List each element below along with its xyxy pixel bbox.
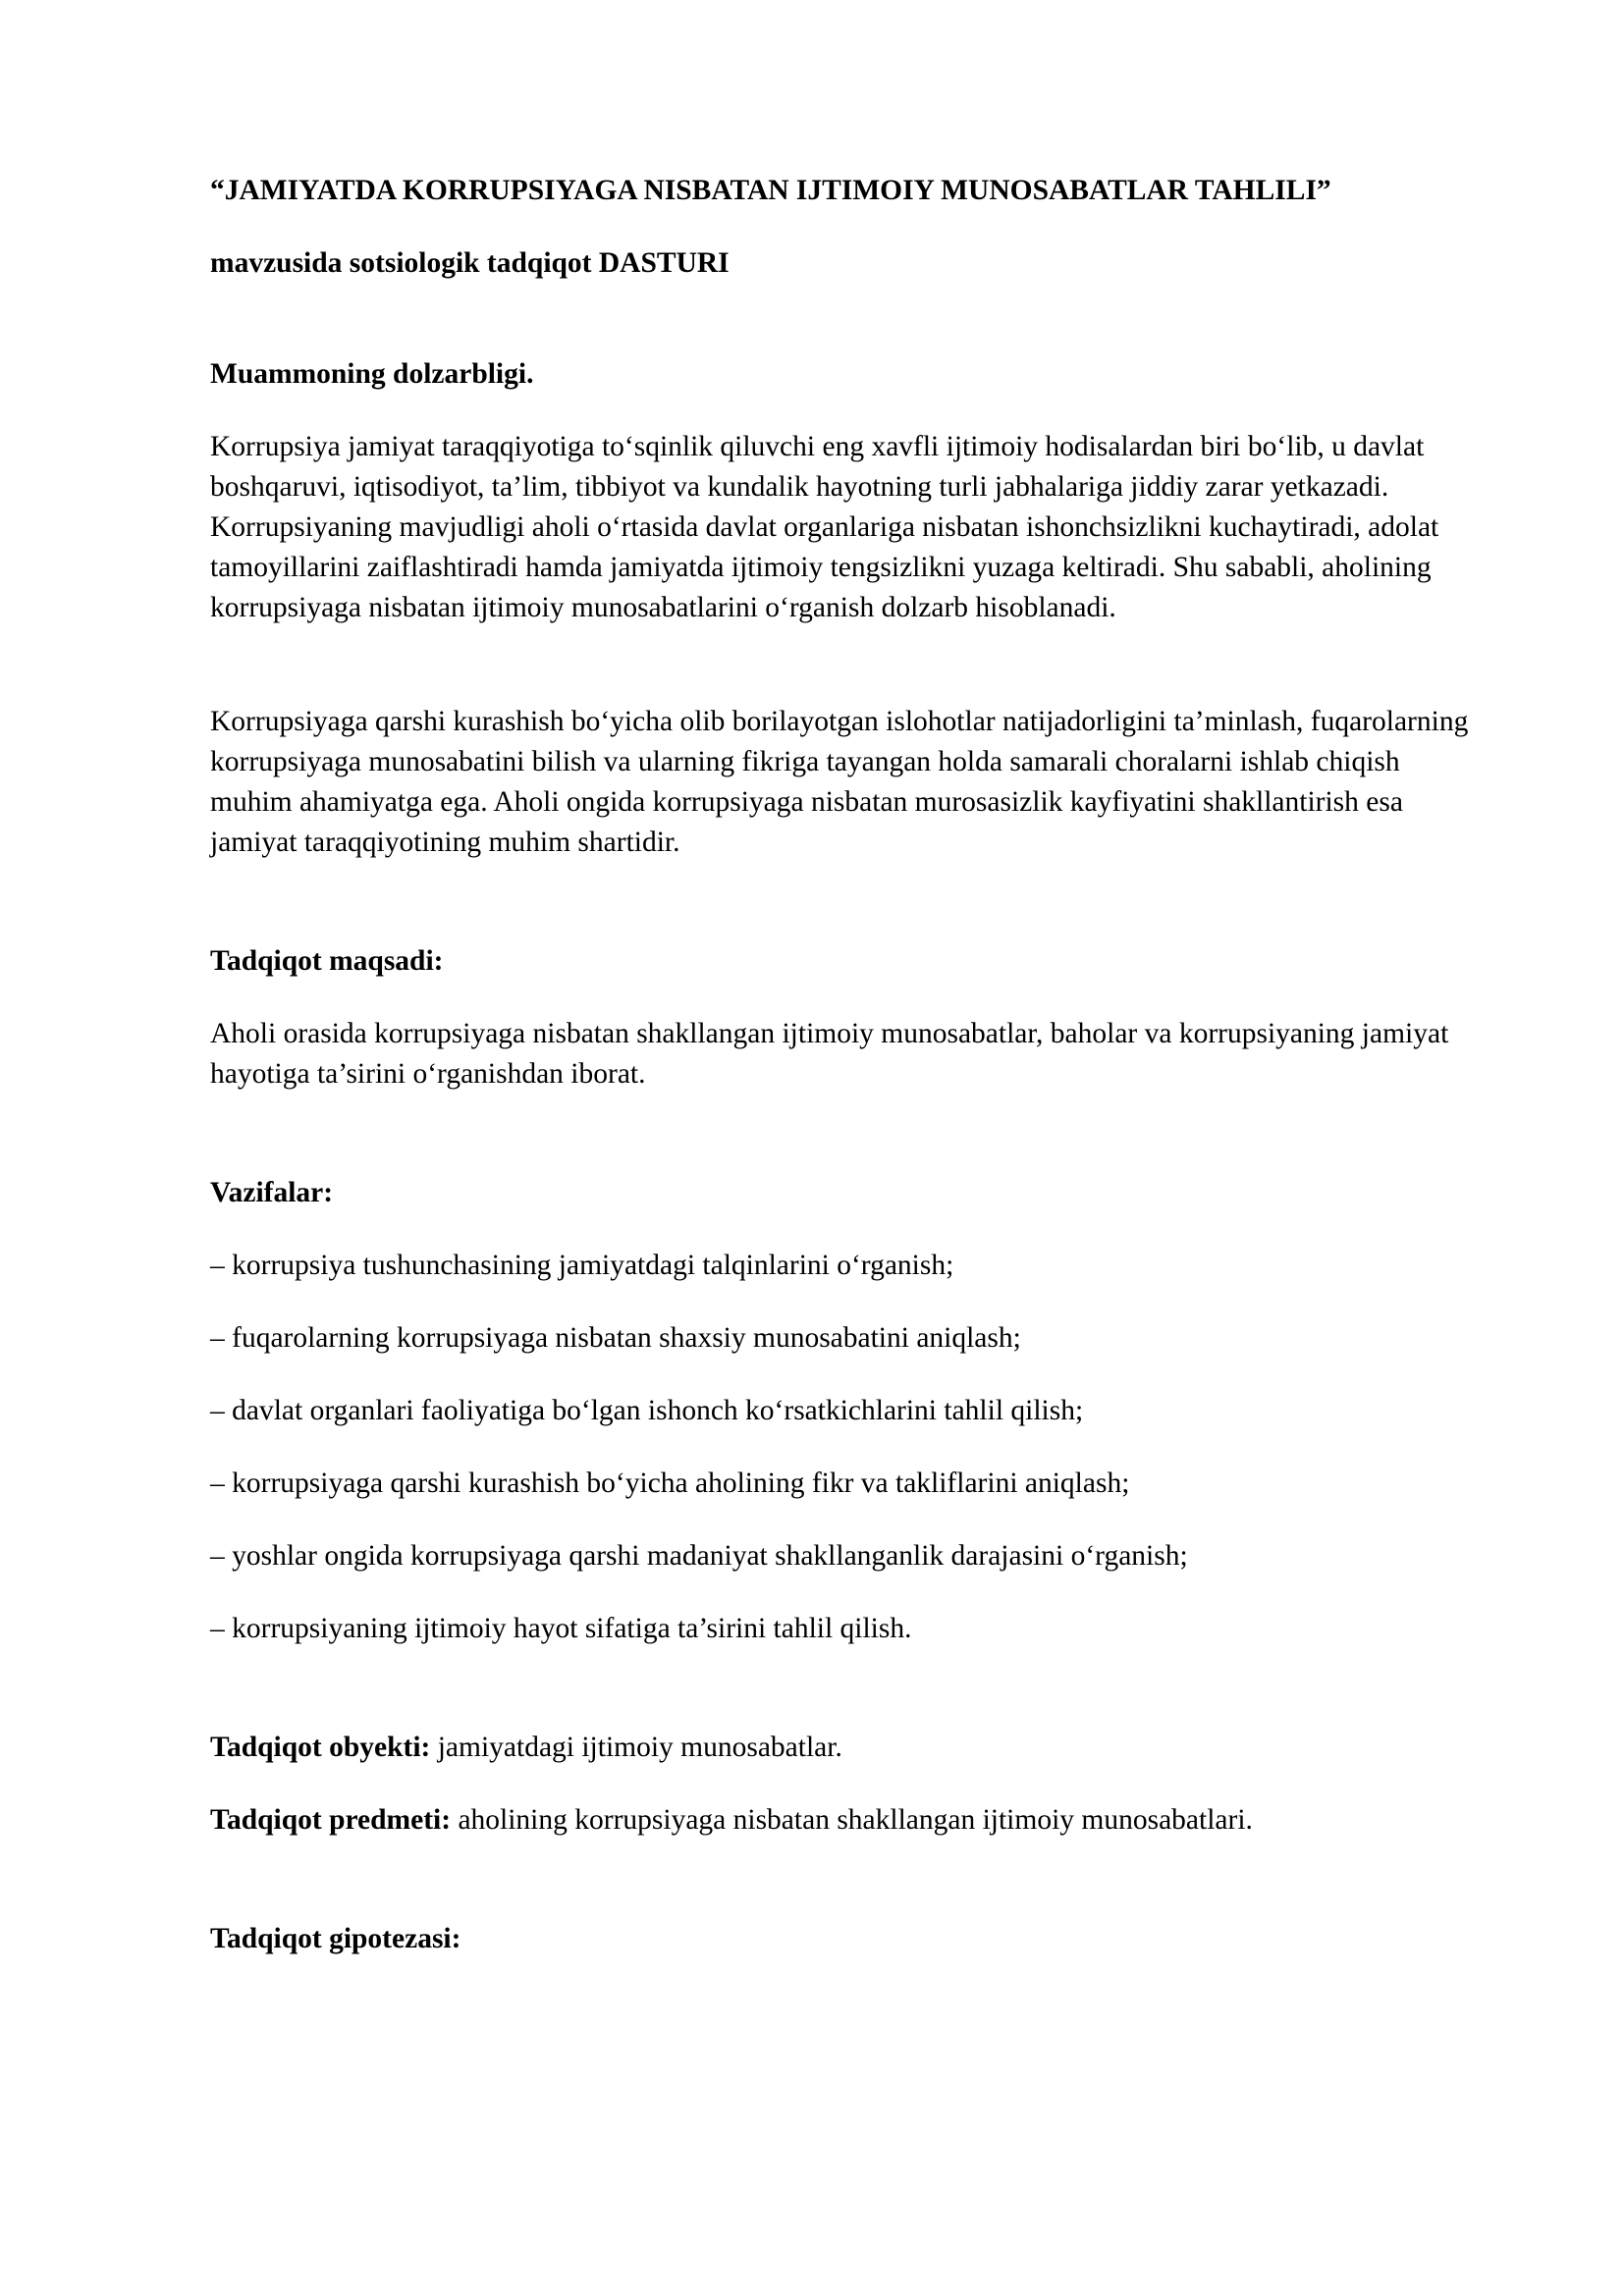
goal-text: Aholi orasida korrupsiyaga nisbatan shakllangan ijtimoiy munosabatlar, baholar va korrupsiyaning jamiyat hayotiga ta’sirini o‘rganishdan iborat.	[210, 1018, 1449, 1090]
object-label: Tadqiqot obyekti:	[210, 1732, 431, 1763]
task-item: – davlat organlari faoliyatiga bo‘lgan ishonch ko‘rsatkichlarini tahlil qilish;	[210, 1395, 1084, 1426]
task-item: – fuqarolarning korrupsiyaga nisbatan shaxsiy munosabatini aniqlash;	[210, 1322, 1021, 1354]
relevance-paragraph-1: Korrupsiya jamiyat taraqqiyotiga to‘sqinlik qiluvchi eng xavfli ijtimoiy hodisalardan biri bo‘lib, u davlat boshqaruvi, iqtisodiyot, ta’lim, tibbiyot va kundalik hayotning turli jabhalariga jiddiy zarar yetkazadi. Korrupsiyaning mavjudligi aholi o‘rtasida davlat organlariga nisbatan ishonchsizlikni kuchaytiradi, adolat tamoyillarini zaiflashtiradi hamda jamiyatda ijtimoiy tengsizlikni yuzaga keltiradi. Shu sababli, aholining korrupsiyaga nisbatan ijtimoiy munosabatlarini o‘rganish dolzarb hisoblanadi.	[210, 431, 1439, 623]
document-subtitle: mavzusida sotsiologik tadqiqot DASTURI	[210, 247, 730, 279]
hypothesis-heading: Tadqiqot gipotezasi:	[210, 1923, 461, 1954]
object-row	[210, 1728, 1477, 1768]
subject-text: aholining korrupsiyaga nisbatan shakllangan ijtimoiy munosabatlari.	[451, 1804, 1253, 1836]
task-item: – yoshlar ongida korrupsiyaga qarshi madaniyat shakllanganlik darajasini o‘rganish;	[210, 1540, 1188, 1572]
subject-row	[210, 1800, 1477, 1841]
subject-label: Tadqiqot predmeti:	[210, 1804, 452, 1836]
document-title: “JAMIYATDA KORRUPSIYAGA NISBATAN IJTIMOIY MUNOSABATLAR TAHLILI”	[210, 175, 1331, 206]
document-body	[210, 171, 1477, 1959]
task-item: – korrupsiyaga qarshi kurashish bo‘yicha aholining fikr va takliflarini aniqlash;	[210, 1468, 1130, 1499]
relevance-paragraph-2: Korrupsiyaga qarshi kurashish bo‘yicha olib borilayotgan islohotlar natijadorligini ta’minlash, fuqarolarning korrupsiyaga munosabatini bilish va ularning fikriga tayangan holda samarali choralarni ishlab chiqish muhim ahamiyatga ega. Aholi ongida korrupsiyaga nisbatan murosasizlik kayfiyatini shakllantirish esa jamiyat taraqqiyotining muhim shartidir.	[210, 706, 1469, 858]
tasks-heading: Vazifalar:	[210, 1177, 334, 1208]
task-item: – korrupsiyaning ijtimoiy hayot sifatiga ta’sirini tahlil qilish.	[210, 1613, 912, 1644]
relevance-heading: Muammoning dolzarbligi.	[210, 358, 534, 390]
goal-heading: Tadqiqot maqsadi:	[210, 945, 444, 977]
object-text: jamiyatdagi ijtimoiy munosabatlar.	[430, 1732, 842, 1763]
task-item: – korrupsiya tushunchasining jamiyatdagi talqinlarini o‘rganish;	[210, 1250, 954, 1281]
